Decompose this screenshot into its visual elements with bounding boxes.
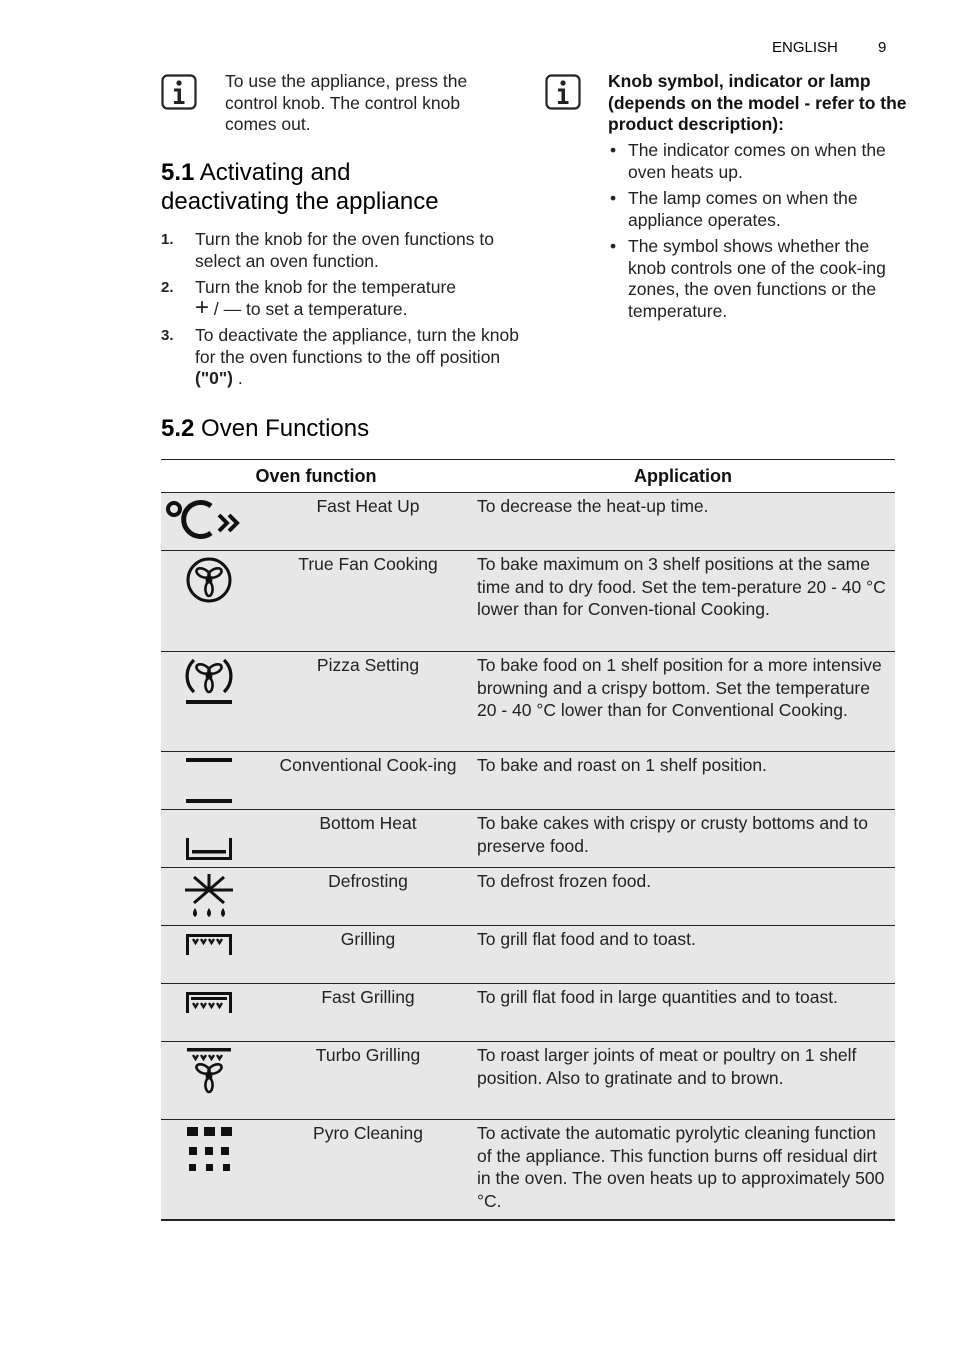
function-name: Turbo Grilling [265,1042,471,1120]
table-row [161,652,895,752]
step-item [161,277,521,320]
table-row [161,810,895,868]
section-number: 5.1 [161,159,195,186]
list-item: • The indicator comes on when the oven heats up. [608,140,908,183]
section-title-line1: Activating and [199,159,351,186]
function-application: To bake and roast on 1 shelf position. [471,752,895,810]
fast-grilling-icon [161,984,265,1042]
step-text-after: . [237,368,243,388]
section-title-5-1 [161,159,439,216]
function-application: To activate the automatic pyrolytic cleaning function of the appliance. This function burns off residual dirt in the oven. The oven heats up to approximately 500 °C. [471,1120,895,1220]
step-text: Turn the knob for the temperature [195,277,457,297]
icon-cell [161,551,265,652]
table-row [161,984,895,1042]
info-icon [545,74,581,110]
info-note-text: To use the appliance, press the control knob. The control knob comes out. [225,71,468,134]
knob-note-title: Knob symbol, indicator or lamp (depends on the model - refer to the product description): [608,71,907,134]
function-application: To roast larger joints of meat or poultry on 1 shelf position. Also to gratinate and to brown. [471,1042,895,1120]
column-header-application: Application [471,460,895,493]
section-number: 5.2 [161,415,195,442]
table-row [161,752,895,810]
step-number: 2. [161,279,174,296]
true-fan-cooking-icon [161,551,265,652]
icon-cell [161,810,265,868]
icon-cell [161,1120,265,1220]
column-header-function: Oven function [161,460,471,493]
icon-cell [161,752,265,810]
function-application: To grill flat food in large quantities and to toast. [471,984,895,1042]
function-name: Fast Grilling [265,984,471,1042]
table-row [161,493,895,551]
steps-list [161,229,521,395]
turbo-grilling-icon [161,1042,265,1120]
function-name: Pizza Setting [265,652,471,752]
conventional-cooking-icon [161,752,265,810]
icon-cell [161,984,265,1042]
grilling-icon [161,926,265,984]
off-position-value: ("0") [195,368,233,388]
function-application: To bake maximum on 3 shelf positions at the same time and to dry food. Set the tem-perature 20 - 40 °C lower than for Conven-tional Cooking. [471,551,895,652]
table-row [161,551,895,652]
step-number: 1. [161,231,174,248]
function-name: Defrosting [265,868,471,926]
function-name: Fast Heat Up [265,493,471,551]
knob-note-list [608,140,908,327]
function-name: Pyro Cleaning [265,1120,471,1220]
pyro-cleaning-icon [161,1120,265,1220]
function-name: Conventional Cook-ing [265,752,471,810]
icon-cell [161,1042,265,1120]
list-item: • The lamp comes on when the appliance operates. [608,188,908,231]
header-language: ENGLISH [772,39,838,56]
table-row [161,1042,895,1120]
minus-symbol: — [223,298,242,319]
icon-cell [161,652,265,752]
function-application: To grill flat food and to toast. [471,926,895,984]
function-application: To defrost frozen food. [471,868,895,926]
icon-cell [161,926,265,984]
step-item [161,325,521,390]
defrosting-icon [161,868,265,926]
section-title-5-2 [161,415,369,444]
section-title-line2: deactivating the appliance [161,187,439,215]
plus-symbol: + [195,293,210,321]
step-number: 3. [161,327,174,344]
list-item: • The symbol shows whether the knob controls one of the cook-ing zones, the oven functions or the temperature. [608,236,908,322]
table-row [161,1120,895,1220]
function-name: Bottom Heat [265,810,471,868]
info-icon [161,74,197,110]
bottom-heat-icon [161,810,265,868]
separator: / [213,298,219,319]
table-row [161,926,895,984]
function-application: To bake food on 1 shelf position for a more intensive browning and a crispy bottom. Set the temperature 20 - 40 °C lower than for Conventional Cooking. [471,652,895,752]
function-application: To bake cakes with crispy or crusty bottoms and to preserve food. [471,810,895,868]
pizza-setting-icon [161,652,265,752]
icon-cell [161,493,265,551]
icon-cell [161,868,265,926]
step-text: To deactivate the appliance, turn the knob for the oven functions to the off position [195,325,519,367]
step-text: Turn the knob for the oven functions to select an oven function. [195,229,494,271]
section-title-text: Oven Functions [201,415,370,442]
table-row [161,868,895,926]
page-number: 9 [878,39,887,56]
function-name: True Fan Cooking [265,551,471,652]
step-text-after: to set a temperature. [246,298,408,319]
table-header-row [161,460,895,493]
step-item [161,229,521,272]
function-application: To decrease the heat-up time. [471,493,895,551]
function-name: Grilling [265,926,471,984]
fast-heat-up-icon [161,493,265,551]
oven-functions-table [161,459,895,1221]
